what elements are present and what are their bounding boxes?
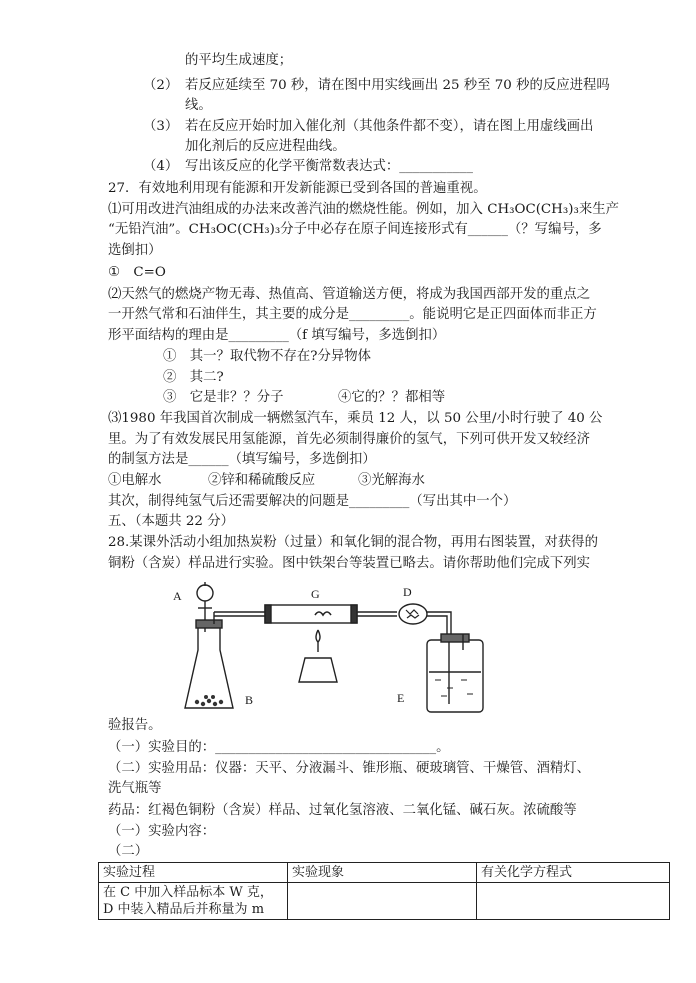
q27-line-6: ⑵天然气的燃烧产物无毒、热值高、管道输送方便，将成为我国西部开发的重点之 [108,287,591,302]
gas-washing-bottle-e [427,640,483,712]
q28-equipment-2: 洗气瓶等 [108,781,162,796]
q28-equipment-1: （二）实验用品：仪器：天平、分液漏斗、锥形瓶、硬玻璃管、干燥管、酒精灯、 [108,761,591,776]
q26-item-3-line-1: 若在反应开始时加入催化剂（其他条件都不变），请在图上用虚线画出 [185,119,594,134]
apparatus-diagram [165,580,495,715]
q27-line-10: 里。为了有效发展民用氢能源，首先必须制得廉价的氢气，下列可供开发又较经济 [108,432,591,447]
row-1-equation [477,883,670,920]
q27-choice-4: ④它的？？都相等 [338,390,446,405]
separating-funnel-bulb [197,585,213,601]
label-b: B [245,693,254,707]
q28-line-2: 铜粉（含炭）样品进行实验。图中铁架台等装置已略去。请你帮助他们完成下列实 [108,556,591,571]
drying-tube-d [399,604,427,624]
q27-option-line: ① C=O [108,265,166,280]
q26-item-2-line-1: 若反应延续至 70 秒，请在图中用实线画出 25 秒至 70 秒的反应进程吗 [185,78,610,93]
q27-line-4: 选倒扣） [108,243,162,258]
q27-line-9: ⑶1980 年我国首次制成一辆燃氢汽车，乘员 12 人，以 50 公里/小时行驶了 40 公 [108,411,603,426]
flask-stopper [196,620,222,628]
q26-item-3-number: （3） [143,119,179,134]
q27-line-7: 一开然气常和石油伴生，其主要的成分是_________。能说明它是正四面体而非正方 [108,307,597,322]
q27-method-3: ③光解海水 [358,473,425,488]
label-a: A [173,589,182,603]
table-header-row [99,863,670,883]
row-1-process [99,883,288,920]
hard-glass-tube-g [265,605,357,623]
q27-choice-1: ① 其一？取代物不存在?分异物体 [163,349,372,364]
section-5-heading: 五、（本题共 22 分） [108,514,234,529]
sample-in-tube [315,612,331,615]
row-1-process-line-1: 在 C 中加入样品标本 W 克， [103,885,273,900]
label-g: G [311,587,320,601]
q27-choice-3: ③ 它是非？？分子 [163,390,284,405]
table-row [99,883,670,920]
q27-choice-2: ② 其二? [163,370,224,385]
q27-line-12: 其次，制得纯氢气后还需要解决的问题是_________（写出其中一个） [108,494,517,509]
q26-item-2-line-2: 线。 [185,98,212,113]
row-1-phenomenon [288,883,477,920]
q28-content-heading: （一）实验内容： [108,824,216,839]
header-equation: 有关化学方程式 [477,863,670,883]
header-phenomenon: 实验现象 [288,863,477,883]
q27-line-11: 的制氢方法是______（填写编号，多选倒扣） [108,452,376,467]
q28-reagents: 药品：红褐色铜粉（含炭）样品、过氧化氢溶液、二氧化锰、碱石灰。浓硫酸等 [108,803,577,818]
q27-line-1: 27．有效地利用现有能源和开发新能源已受到各国的普遍重视。 [108,181,487,196]
alcohol-lamp [299,658,337,682]
q28-line-1: 28.某课外活动小组加热炭粉（过量）和氧化铜的混合物，再用右图装置，对获得的 [108,535,598,550]
q27-method-2: ②锌和稀硫酸反应 [208,473,316,488]
label-d: D [403,585,412,599]
q28-purpose: （一）实验目的：_________________________________。 [108,740,450,755]
q27-line-3: “无铅汽油”。CH₃OC(CH₃)₃分子中必存在原子间连接形式有______（？写编号，多 [108,222,602,237]
lamp-flame [316,630,320,642]
experiment-record-table [98,862,670,920]
q26-line-0: 的平均生成速度； [185,53,293,68]
row-1-process-line-2: D 中装入精品后并称量为 m [103,902,265,917]
q26-item-3-line-2: 加化剂后的反应进程曲线。 [185,139,346,154]
q26-item-4-line-1: 写出该反应的化学平衡常数表达式：___________ [185,159,473,174]
q27-line-8: 形平面结构的理由是_________（f 填写编号，多选倒扣） [108,328,446,343]
q27-method-1: ①电解水 [108,473,162,488]
q27-line-2: ⑴可用改进汽油组成的办法来改善汽油的燃烧性能。例如，加入 CH₃OC(CH₃)₃来生产 [108,202,619,217]
conical-flask-b [185,624,233,708]
q26-item-2-number: （2） [143,78,179,93]
label-e: E [397,691,405,705]
q28-sub-heading: （二） [108,844,149,859]
q26-item-4-number: （4） [143,159,179,174]
q28-line-3: 验报告。 [108,718,162,733]
header-process: 实验过程 [99,863,288,883]
